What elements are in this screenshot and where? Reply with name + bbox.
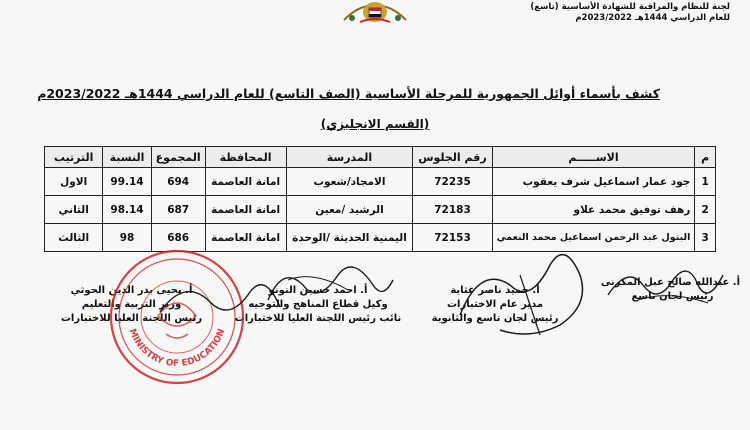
signatory-name: أ. احمد حسين النونو (268, 285, 368, 296)
document-title: كشف بأسماء أوائل الجمهورية للمرحلة الأساسية (الصف التاسع) للعام الدراسي 1444هـ 2023/2022م (37, 86, 660, 101)
signatory-title: رئيس لجان تاسع والثانوية (431, 313, 559, 324)
yemen-emblem-icon (330, 0, 420, 26)
cell-seat: 72183 (413, 196, 492, 224)
header-info (490, 2, 730, 24)
column-header: م (695, 147, 716, 168)
cell-school: اليمنية الحديثة /الوحدة (286, 224, 413, 252)
signatory-name: أ. عبدالله صالح عبل المكرنى (600, 277, 740, 288)
signatory-name: أ. حميد ناصر غثاية (450, 285, 540, 296)
signatory-title: وزير التربية والتعليم (81, 299, 182, 310)
column-header: الترتيب (45, 147, 103, 168)
results-table (44, 146, 716, 252)
table-row (45, 196, 716, 224)
document-subtitle: (القسم الانجليزي) (320, 117, 430, 131)
cell-name: جود عمار اسماعيل شرف يعقوب (492, 168, 695, 196)
cell-rank: الثالث (45, 224, 103, 252)
cell-governorate: امانة العاصمة (205, 168, 286, 196)
table-header-row (45, 147, 716, 168)
column-header: المجموع (151, 147, 205, 168)
signatory-title: رئيس اللجنة العليا للاختبارات (60, 313, 203, 324)
cell-rank: الثاني (45, 196, 103, 224)
cell-school: الامجاد/شعوب (286, 168, 413, 196)
cell-total: 686 (151, 224, 205, 252)
signatory-title: وكيل قطاع المناهج والتوجيه (248, 299, 388, 310)
signatory-title: نائب رئيس اللجنة العليا للاختبارات (234, 313, 402, 324)
column-header: النسبة (103, 147, 151, 168)
column-header: المحافظة (205, 147, 286, 168)
cell-governorate: امانة العاصمة (205, 224, 286, 252)
signatory-title: رئيس لجان تاسع (631, 291, 714, 302)
signature-2 (440, 245, 600, 345)
cell-school: الرشيد /معين (286, 196, 413, 224)
signatory-name: أ. يحيى بدر الدين الحوثي (70, 285, 193, 296)
signatory-title: مدير عام الاختبارات (446, 299, 544, 310)
header-line: للعام الدراسي 1444هـ 2023/2022م (575, 13, 730, 23)
cell-seat: 72153 (413, 224, 492, 252)
column-header: رقم الجلوس (413, 147, 492, 168)
cell-total: 694 (151, 168, 205, 196)
cell-number: 3 (695, 224, 716, 252)
cell-name: البتول عبد الرحمن اسماعيل محمد النعمي (492, 224, 695, 252)
cell-total: 687 (151, 196, 205, 224)
stamp-text: MINISTRY OF EDUCATION (126, 327, 228, 370)
header-line: لجنة للنظام والمراقبة للشهادة الأساسية (تاسع) (530, 2, 730, 12)
cell-number: 2 (695, 196, 716, 224)
signature-1 (598, 255, 728, 315)
cell-percentage: 99.14 (103, 168, 151, 196)
table-row (45, 168, 716, 196)
cell-rank: الاول (45, 168, 103, 196)
cell-name: رهف توفيق محمد علاو (492, 196, 695, 224)
column-header: الاســـــم (492, 147, 695, 168)
cell-number: 1 (695, 168, 716, 196)
cell-percentage: 98 (103, 224, 151, 252)
cell-governorate: امانة العاصمة (205, 196, 286, 224)
cell-percentage: 98.14 (103, 196, 151, 224)
column-header: المدرسة (286, 147, 413, 168)
signature-4 (150, 272, 290, 332)
cell-seat: 72235 (413, 168, 492, 196)
